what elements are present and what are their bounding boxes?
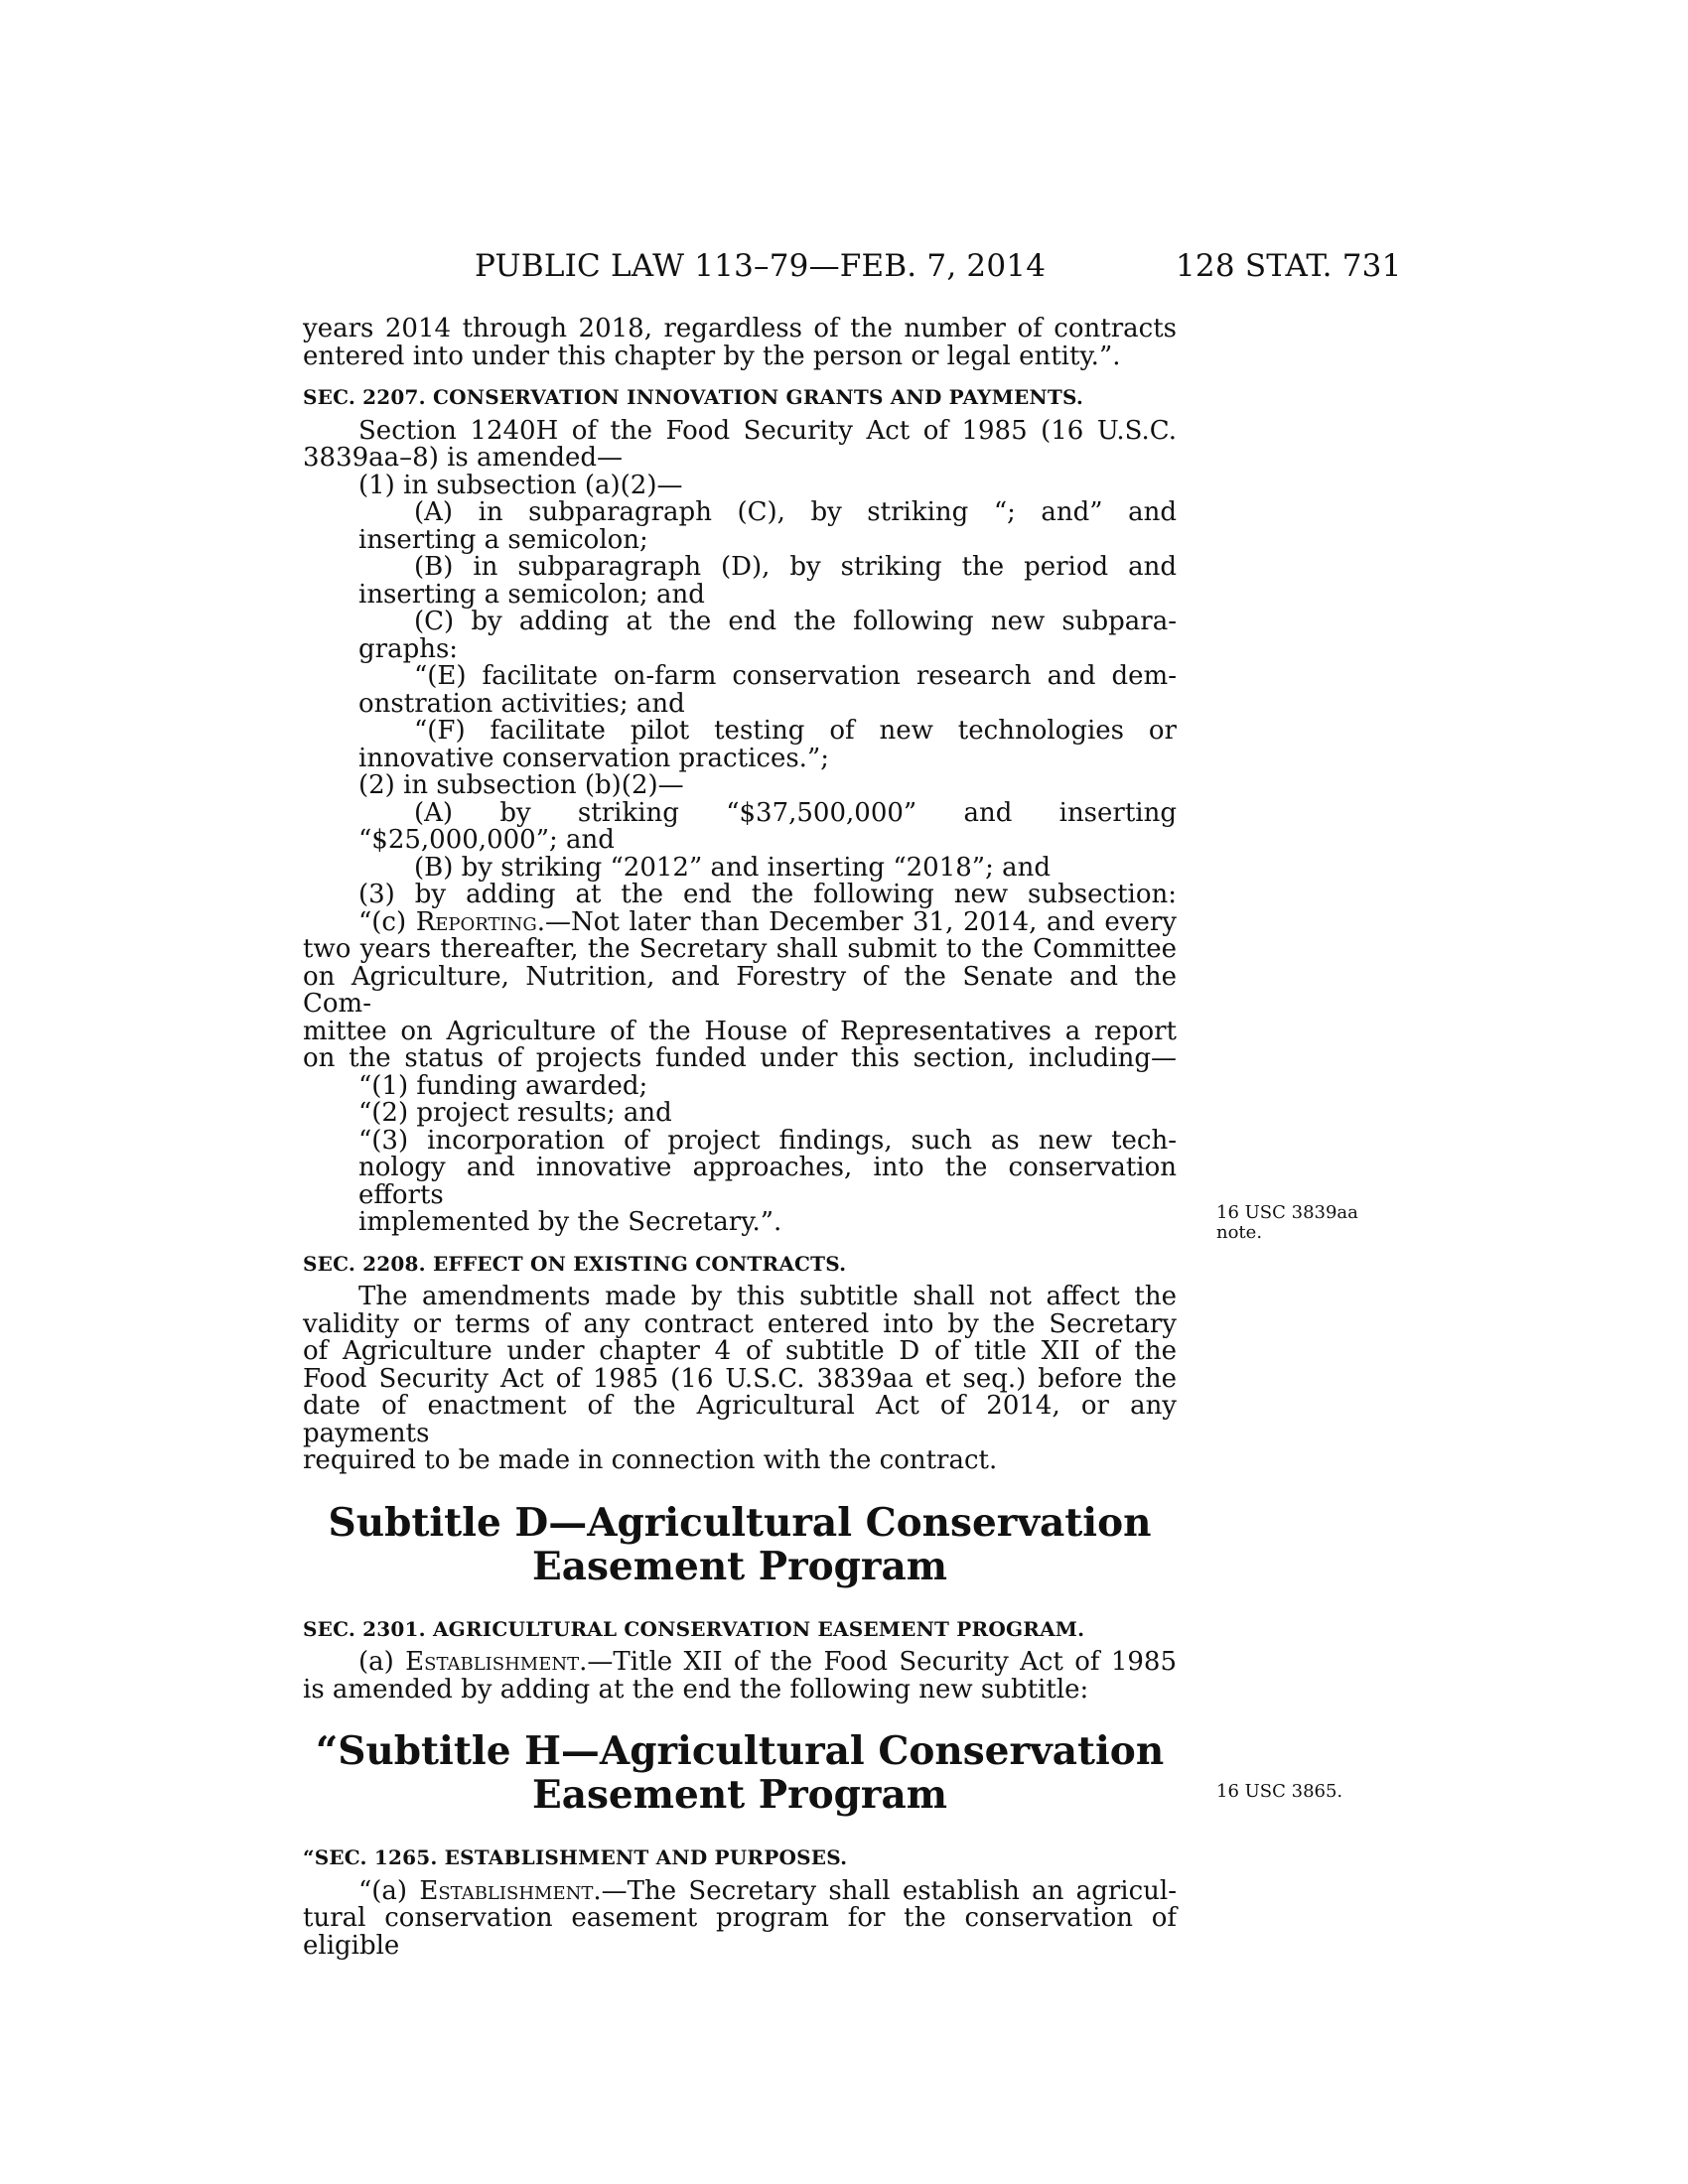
text-line: innovative conservation practices.”; bbox=[358, 743, 829, 773]
text-line: “(F) facilitate pilot testing of new technologies or bbox=[414, 716, 1177, 746]
text-run: “(a) bbox=[358, 1875, 420, 1906]
text-line: on the status of projects funded under this section, including— bbox=[303, 1043, 1177, 1073]
text-line: (B) by striking “2012” and inserting “2018”; and bbox=[414, 852, 1051, 883]
text-line: mittee on Agriculture of the House of Representatives a report bbox=[303, 1016, 1177, 1046]
text-line: (2) in subsection (b)(2)— bbox=[358, 770, 684, 800]
margin-note-line: 16 USC 3839aa bbox=[1216, 1202, 1358, 1223]
text-line: nology and innovative approaches, into the conservation efforts bbox=[358, 1153, 1177, 1210]
text-line: Section 1240H of the Food Security Act of 1985 (16 U.S.C. bbox=[358, 415, 1177, 446]
text-line: 3839aa–8) is amended— bbox=[303, 443, 624, 473]
text-line: inserting a semicolon; bbox=[358, 524, 648, 555]
text-line: validity or terms of any contract entered into by the Secretary bbox=[303, 1308, 1177, 1339]
text-line: on Agriculture, Nutrition, and Forestry of the Senate and the Com- bbox=[303, 961, 1177, 1019]
running-header: PUBLIC LAW 113–79—FEB. 7, 2014 bbox=[475, 248, 1047, 284]
text-run: “(c) bbox=[358, 906, 416, 937]
subtitle-d-heading bbox=[303, 1501, 1177, 1588]
text-line: inserting a semicolon; and bbox=[358, 579, 705, 610]
text-line: Food Security Act of 1985 (16 U.S.C. 3839aa et seq.) before the bbox=[303, 1363, 1177, 1394]
text-line: graphs: bbox=[358, 633, 459, 664]
text-line bbox=[303, 1875, 1177, 1906]
text-line bbox=[303, 906, 1177, 937]
text-run: .—The Secretary shall establish an agricul- bbox=[593, 1875, 1177, 1906]
subtitle-line: Subtitle D—Agricultural Conservation bbox=[328, 1499, 1152, 1546]
text-line: “(2) project results; and bbox=[358, 1098, 672, 1128]
text-line: date of enactment of the Agricultural Act of 2014, or any payments bbox=[303, 1391, 1177, 1448]
text-line: (B) in subparagraph (D), by striking the period and bbox=[414, 552, 1177, 582]
text-run: .—Title XII of the Food Security Act of 1985 bbox=[579, 1647, 1178, 1677]
margin-note-1265: 16 USC 3865. bbox=[1216, 1781, 1343, 1802]
text-line: two years thereafter, the Secretary shall submit to the Committee bbox=[303, 934, 1177, 964]
text-run: (a) bbox=[358, 1647, 406, 1677]
document-body bbox=[303, 316, 1177, 1960]
subtitle-h-heading bbox=[303, 1729, 1177, 1817]
text-line: (3) by adding at the end the following new subsection: bbox=[358, 880, 1177, 909]
text-run: Reporting bbox=[415, 906, 537, 937]
text-line: years 2014 through 2018, regardless of the number of contracts bbox=[303, 314, 1177, 343]
page-number: 128 STAT. 731 bbox=[1176, 248, 1402, 284]
text-line: “(1) funding awarded; bbox=[358, 1070, 648, 1101]
text-line: implemented by the Secretary.”. bbox=[358, 1207, 782, 1237]
text-line: “(E) facilitate on-farm conservation research and dem- bbox=[414, 661, 1177, 691]
text-line: The amendments made by this subtitle shall not affect the bbox=[358, 1282, 1177, 1311]
text-line: required to be made in connection with the contract. bbox=[303, 1445, 998, 1475]
section-heading-1265: “SEC. 1265. ESTABLISHMENT AND PURPOSES. bbox=[303, 1845, 848, 1869]
section-heading-2301: SEC. 2301. AGRICULTURAL CONSERVATION EASEMENT PROGRAM. bbox=[303, 1616, 1085, 1641]
text-line: is amended by adding at the end the following new subtitle: bbox=[303, 1674, 1089, 1705]
text-run: Establishment bbox=[405, 1647, 580, 1677]
text-line: (A) in subparagraph (C), by striking “; and” and bbox=[414, 497, 1177, 527]
text-run: Establishment bbox=[419, 1875, 594, 1906]
margin-note-line: note. bbox=[1216, 1222, 1263, 1243]
text-line: of Agriculture under chapter 4 of subtitle D of title XII of the bbox=[303, 1336, 1177, 1366]
subtitle-line: “Subtitle H—Agricultural Conservation bbox=[315, 1728, 1165, 1774]
text-line bbox=[303, 1649, 1177, 1677]
text-line: (A) by striking “$37,500,000” and inserting bbox=[414, 797, 1177, 828]
text-line: “$25,000,000”; and bbox=[358, 825, 615, 855]
subtitle-line: Easement Program bbox=[531, 1543, 948, 1589]
text-line: (1) in subsection (a)(2)— bbox=[358, 470, 683, 500]
margin-note-2208 bbox=[1216, 1203, 1405, 1243]
text-run: .—Not later than December 31, 2014, and every bbox=[536, 906, 1177, 937]
text-line: onstration activities; and bbox=[358, 688, 685, 719]
text-line: (C) by adding at the end the following new subpara- bbox=[414, 607, 1177, 636]
section-heading-2208: SEC. 2208. EFFECT ON EXISTING CONTRACTS. bbox=[303, 1251, 847, 1276]
section-heading-2207: SEC. 2207. CONSERVATION INNOVATION GRANTS AND PAYMENTS. bbox=[303, 385, 1084, 409]
text-line: “(3) incorporation of project findings, such as new tech- bbox=[358, 1125, 1177, 1156]
text-line: tural conservation easement program for the conservation of eligible bbox=[303, 1903, 1177, 1961]
text-line: entered into under this chapter by the person or legal entity.”. bbox=[303, 341, 1121, 371]
subtitle-line: Easement Program bbox=[531, 1772, 948, 1818]
